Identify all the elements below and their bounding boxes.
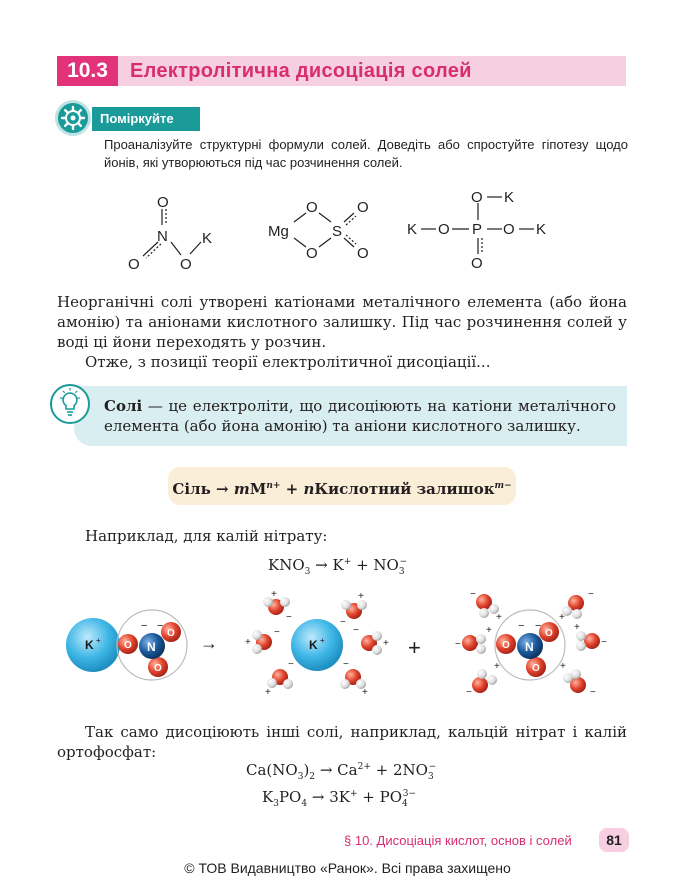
svg-text:K: K (85, 638, 94, 652)
svg-text:−: − (535, 620, 542, 632)
svg-text:+: + (494, 661, 500, 672)
k3po4-o2: O (438, 221, 450, 238)
svg-text:−: − (274, 627, 280, 638)
k3po4-o3: O (503, 221, 515, 238)
svg-text:O: O (532, 663, 540, 674)
hydrated-k-ion (245, 589, 389, 698)
formula-mgso4 (294, 213, 356, 247)
general-equation (168, 467, 516, 505)
kno3-n: N (157, 228, 168, 245)
paragraph-2: Отже, з позиції теорії електролітичної дисоціації... (85, 353, 491, 371)
k3po4-k2: K (407, 221, 418, 238)
eq-m-coef: m (233, 480, 250, 498)
definition-text (104, 396, 616, 436)
dissociation-diagram (0, 585, 695, 700)
svg-text:K: K (309, 638, 318, 652)
reaction-arrow: → (200, 633, 218, 653)
svg-text:+: + (486, 625, 492, 636)
svg-text:−: − (353, 625, 359, 636)
svg-text:+: + (560, 661, 566, 672)
copyright: © ТОВ Видавництво «Ранок». Всі права захищено (184, 860, 511, 876)
svg-text:−: − (340, 617, 346, 628)
k3po4-o4: O (471, 255, 483, 272)
k3po4-k3: K (536, 221, 547, 238)
svg-text:−: − (288, 659, 294, 670)
k3po4-k1: K (504, 189, 515, 206)
page-number: 81 (599, 828, 629, 852)
svg-text:+: + (574, 622, 580, 633)
paragraph-1: Неорганічні солі утворені катіонами металічного елемента (або йона амонію) та аніонами кислотного залишку. Під час розчинення солей у воді ці йони переходять у розчин. (57, 293, 627, 351)
svg-text:−: − (157, 620, 164, 632)
svg-text:O: O (124, 640, 132, 651)
mgso4-s: S (332, 223, 343, 240)
eq-plus: + (285, 480, 299, 498)
equation-kno3: $KNO_3 \to K^+ + NO_3^-$ (268, 556, 408, 577)
definition-term: Солі (104, 397, 143, 415)
svg-text:−: − (590, 687, 596, 698)
svg-text:−: − (286, 612, 292, 623)
svg-text:−: − (455, 639, 461, 650)
svg-text:−: − (601, 637, 607, 648)
svg-text:+: + (271, 589, 277, 600)
k3po4-o1: O (471, 189, 483, 206)
svg-text:−: − (470, 589, 476, 600)
svg-text:+: + (245, 637, 251, 648)
equation-k-phosphate: $K_3PO_4 \to 3K^+ + PO_4^{3-}$ (262, 788, 417, 809)
eq-n-coef: n (303, 480, 315, 498)
kno3-o3: O (180, 256, 192, 273)
svg-text:O: O (167, 628, 175, 639)
think-text: Проаналізуйте структурні формули солей. Доведіть або спростуйте гіпотезу щодо йонів, які утворюються під час розчинення солей. (104, 137, 628, 170)
svg-text:−: − (466, 687, 472, 698)
svg-text:O: O (154, 663, 162, 674)
eq-residue: Кислотний залишок (314, 480, 495, 498)
kno3-k: K (202, 230, 213, 247)
products-plus: + (408, 635, 421, 660)
section-number: 10.3 (57, 56, 118, 86)
mgso4-o1: O (306, 199, 318, 216)
gear-icon (55, 100, 91, 136)
mgso4-o2: O (306, 245, 318, 262)
think-label: Поміркуйте (92, 107, 200, 131)
eq-metal-charge: n+ (266, 481, 281, 491)
svg-text:−: − (141, 620, 148, 632)
svg-text:N: N (525, 640, 534, 654)
svg-text:+: + (362, 687, 368, 698)
svg-text:+: + (559, 612, 565, 623)
eq-residue-charge: m− (494, 481, 512, 491)
svg-text:−: − (343, 659, 349, 670)
svg-text:−: − (588, 589, 594, 600)
svg-text:+: + (383, 638, 389, 649)
kno3-o1: O (157, 194, 169, 211)
svg-text:+: + (358, 591, 364, 602)
example-intro: Наприклад, для калій нітрату: (85, 527, 328, 545)
lightbulb-icon (50, 384, 90, 424)
svg-text:+: + (265, 687, 271, 698)
kno3-o2: O (128, 256, 140, 273)
section-title: Електролітична дисоціація солей (130, 60, 472, 82)
definition-body: — це електроліти, що дисоціюють на катіони металічного елемента (або йона амонію) та аніони кислотного залишку. (104, 397, 616, 435)
eq-salt: Сіль (172, 480, 211, 498)
mgso4-o4: O (357, 245, 369, 262)
paragraph-3: Так само дисоціюють інші солі, наприклад, кальцій нітрат і калій ортофосфат: (57, 723, 627, 761)
svg-text:+: + (320, 636, 325, 645)
svg-text:+: + (496, 612, 502, 623)
svg-text:+: + (96, 636, 101, 645)
mgso4-mg: Mg (268, 223, 289, 240)
hydrated-nitrate-ion (455, 589, 607, 698)
eq-metal: M (249, 480, 267, 498)
svg-text:O: O (545, 628, 553, 639)
k3po4-p: P (472, 221, 483, 238)
footer-section-ref: § 10. Дисоціація кислот, основ і солей (344, 833, 572, 848)
svg-text:O: O (502, 640, 510, 651)
mgso4-o3: O (357, 199, 369, 216)
structural-formulas (0, 180, 695, 280)
svg-text:−: − (518, 620, 525, 632)
svg-text:N: N (147, 640, 156, 654)
formula-kno3 (143, 209, 201, 258)
equation-ca-nitrate: $Ca(NO_3)_2 \to Ca^{2+} + 2NO_3^-$ (246, 761, 437, 782)
eq-arrow: → (216, 480, 229, 498)
